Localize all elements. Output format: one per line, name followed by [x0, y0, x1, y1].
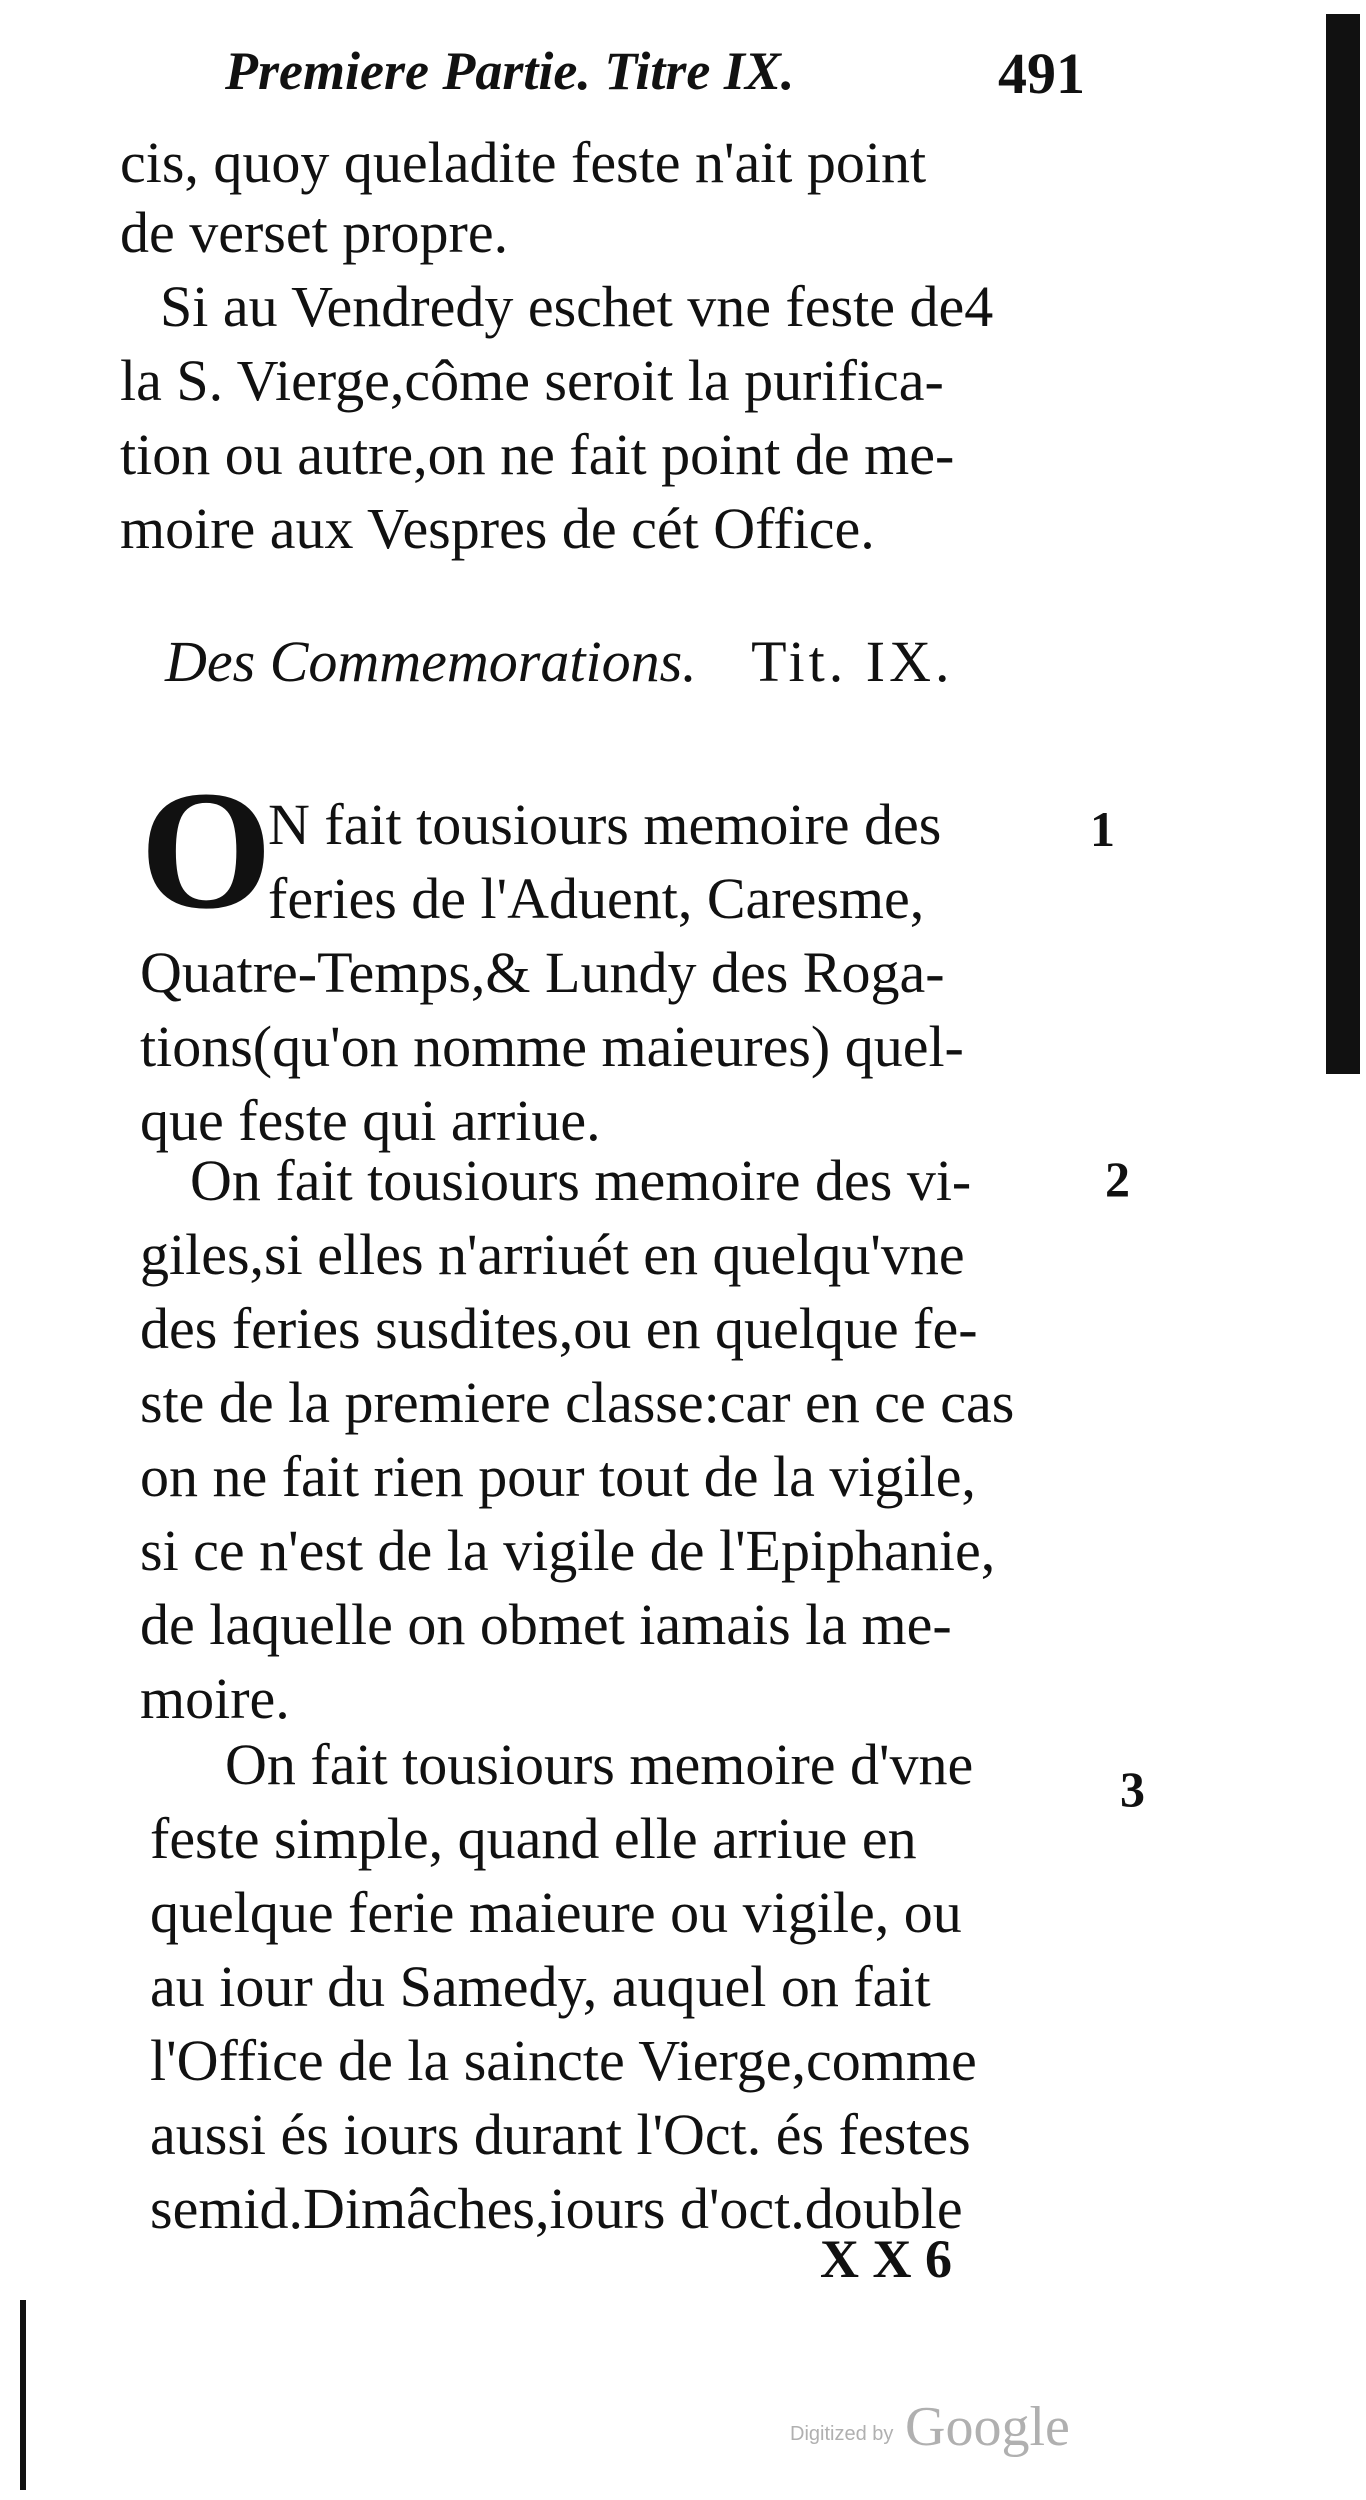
text-line: On fait tousiours memoire des vi-: [190, 1148, 972, 1213]
text-line: giles,si elles n'arriuét en quelqu'vne: [140, 1222, 965, 1287]
margin-number: 1: [1090, 801, 1115, 857]
margin-number: 2: [1105, 1151, 1130, 1207]
drop-cap: O: [140, 756, 273, 944]
text-line: Si au Vendredy eschet vne feste de4: [160, 274, 994, 339]
text-line: moire aux Vespres de cét Office.: [120, 496, 875, 561]
text-line: la S. Vierge,côme seroit la purifica-: [120, 348, 944, 413]
text-line: Quatre-Temps,& Lundy des Roga-: [140, 940, 945, 1005]
section-number: Tit. IX.: [751, 629, 954, 694]
page-edge-shadow: [1326, 14, 1360, 1074]
text-line: On fait tousiours memoire d'vne: [225, 1732, 974, 1797]
text-line: on ne fait rien pour tout de la vigile,: [140, 1444, 976, 1509]
text-line: quelque ferie maieure ou vigile, ou: [150, 1880, 962, 1945]
running-header: [225, 40, 1085, 120]
section-title: Des Commemorations.: [165, 629, 697, 694]
text-line: des feries susdites,ou en quelque fe-: [140, 1296, 978, 1361]
text-line: de verset propre.: [120, 200, 509, 265]
page-number: 491: [998, 41, 1085, 106]
section-heading: [165, 628, 1065, 695]
text-line: tion ou autre,on ne fait point de me-: [120, 422, 955, 487]
google-logo: Google: [905, 2396, 1070, 2458]
text-line: tions(qu'on nomme maieures) quel-: [140, 1014, 964, 1079]
page-edge-mark: [20, 2300, 26, 2490]
text-line: au iour du Samedy, auquel on fait: [150, 1954, 931, 2019]
text-line: l'Office de la saincte Vierge,comme: [150, 2028, 977, 2093]
text-line: N fait tousiours memoire des: [268, 792, 942, 857]
text-line: semid.Dimâches,iours d'oct.double: [150, 2176, 963, 2241]
running-title: Premiere Partie. Titre IX.: [225, 41, 795, 101]
text-line: moire.: [140, 1666, 290, 1731]
text-line: feste simple, quand elle arriue en: [150, 1806, 917, 1871]
signature-mark: X X 6: [820, 2229, 952, 2289]
watermark-text: Digitized by: [790, 2423, 894, 2445]
text-line: aussi és iours durant l'Oct. és festes: [150, 2102, 971, 2167]
text-line: cis, quoy queladite feste n'ait point: [120, 130, 927, 195]
text-line: si ce n'est de la vigile de l'Epiphanie,: [140, 1518, 996, 1583]
text-line: que feste qui arriue.: [140, 1088, 601, 1153]
text-line: ste de la premiere classe:car en ce cas: [140, 1370, 1015, 1435]
text-line: feries de l'Aduent, Caresme,: [268, 866, 925, 931]
text-line: de laquelle on obmet iamais la me-: [140, 1592, 952, 1657]
digitized-by-google-watermark: [790, 2395, 1090, 2465]
margin-number: 3: [1120, 1761, 1145, 1817]
